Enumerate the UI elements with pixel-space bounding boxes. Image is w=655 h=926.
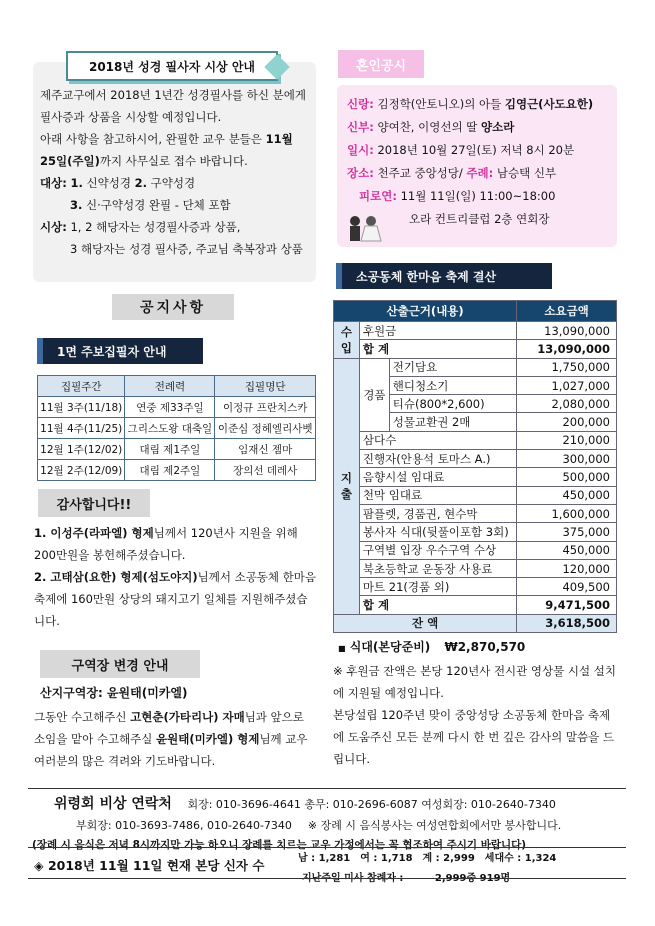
table-row: 11월 4주(11/25) 그리스도왕 대축일 이준심 정헤엘리사벳 — [38, 418, 316, 439]
table-row: 합 계 13,090,000 — [334, 340, 617, 358]
thanks-body: 1. 이성주(라파엘) 형제님께서 120년사 지원을 위해 200만원을 봉헌해주셨습니다. 2. 고태삼(요한) 형제(섬도야지)님께서 소공동체 한마음 축제에 160만원 상당의 돼지고기 일체를 지원해주셨습니다. — [34, 526, 317, 628]
table-row: 지출 경품 전기담요 1,750,000 — [334, 358, 617, 376]
table-row: 팜플렛, 경품권, 현수막 1,600,000 — [334, 504, 617, 522]
emergency-contacts: 위령회 비상 연락처 회장: 010-3696-4641 총무: 010-2696-6087 여성회장: 010-2640-7340 부회장: 010-3693-7486, 010-2640-7340 ※ 장례 시 음식봉사는 여성연합회에서만 봉사합니다. (장례 시 음식은 저녁 8시까지만 가능 하오니 장례를 치르는 교우 가정에서는 꼭 협조하여 주시기 바랍니다) — [32, 796, 562, 851]
table-row: 핸디청소기 1,027,000 — [334, 376, 617, 394]
leader-change-title: 구역장 변경 안내 — [40, 650, 200, 678]
schedule-banner: 1면 주보집필자 안내 — [37, 338, 203, 364]
table-row: 봉사자 식대(뒷풀이포함 3회) 375,000 — [334, 523, 617, 541]
table-row: 천막 임대료 450,000 — [334, 486, 617, 504]
table-row: 합 계 9,471,500 — [334, 596, 617, 614]
thanks-title: 감사합니다!! — [38, 489, 150, 517]
table-row: 12월 1주(12/02) 대림 제1주일 임재신 젬마 — [38, 439, 316, 460]
wedding-box: 신랑: 김정학(안토니오)의 아들 김영근(사도요한) 신부: 양여찬, 이영선의 딸 양소라 일시: 2018년 10월 27일(토) 저녁 8시 20분 장소: 천주교 중앙성당/ 주례: 남승택 신부 피로연: 11월 11일(일) 11:00~18:00 오라 컨트리클럽 2층 연회장 — [337, 85, 617, 247]
table-row: 티슈(800*2,600) 2,080,000 — [334, 395, 617, 413]
award-body: 제주교구에서 2018년 1년간 성경필사를 하신 분에게 필사증과 상품을 시상할 예정입니다. 아래 사항을 참고하시어, 완필한 교우 분들은 11월 25일(주일)까지 사무실로 접수 바랍니다. 대상: 1. 신약성경 2. 구약성경 3. 신·구약성경 완필 - 단체 포함 시상: 1, 2 해당자는 성경필사증과 상품, 3 해당자는 성경 필사증, 주교님 축복장과 상품 — [40, 88, 306, 256]
table-row: 마트 21(경품 외) 409,500 — [334, 578, 617, 596]
wedding-label: 혼인공시 — [338, 50, 424, 78]
leader-body: 그동안 수고해주신 고현춘(가타리나) 자매님과 앞으로 소임을 맡아 수고해주실 윤원태(미카엘) 형제님께 교우 여러분의 많은 격려와 기도바랍니다. — [34, 710, 308, 768]
meal-cost: ■ 식대(본당준비) ₩2,870,570 — [338, 640, 526, 654]
table-row: 삼다수 210,000 — [334, 431, 617, 449]
writer-schedule-table: 집필주간 전례력 집필명단 11월 3주(11/18) 연중 제33주일 이정규 프란치스카 11월 4주(11/25) 그리스도왕 대축일 이준심 정헤엘리사벳 12월 1주(12/02) 대림 제1주일 임재신 젬마 12월 2주(12/09) 대림 제2주일 장의선 데레사 — [37, 375, 316, 481]
leader-subtitle: 산지구역장: 윤원태(미카엘) — [40, 686, 188, 700]
award-title: 2018년 성경 필사자 시상 안내 — [66, 51, 278, 81]
table-row: 진행자(안용석 토마스 A.) 300,000 — [334, 450, 617, 468]
table-row: 음향시설 임대료 500,000 — [334, 468, 617, 486]
table-row: 11월 3주(11/18) 연중 제33주일 이정규 프란치스카 — [38, 397, 316, 418]
couple-figure-icon — [341, 213, 387, 243]
table-row: 잔 액 3,618,500 — [334, 614, 617, 632]
finance-notes: ※ 후원금 잔액은 본당 120년사 전시관 영상물 시설 설치에 지원될 예정입니다. 본당설립 120주년 맞이 중앙성당 소공동체 한마음 축제에 도움주신 모든 분께 다시 한 번 깊은 감사의 말씀을 드립니다. — [333, 664, 617, 766]
notice-title: 공지사항 — [112, 294, 234, 320]
table-row: 12월 2주(12/09) 대림 제2주일 장의선 데레사 — [38, 460, 316, 481]
table-row: 성물교환권 2매 200,000 — [334, 413, 617, 431]
table-row: 북초등학교 운동장 사용료 120,000 — [334, 559, 617, 577]
table-row: 구역별 입장 우수구역 수상 450,000 — [334, 541, 617, 559]
parishioner-stats: 남 : 1,281 여 : 1,718 계 : 2,999 세대수 : 1,324 지난주일 미사 참례자 : 2,999중 919명 — [298, 853, 557, 884]
parishioner-count-title: ◈ 2018년 11월 11일 현재 본당 신자 수 — [34, 858, 265, 873]
table-row: 수입 후원금 13,090,000 — [334, 322, 617, 340]
finance-banner: 소공동체 한마음 축제 결산 — [336, 263, 552, 289]
finance-table: 산출근거(내용) 소요금액 수입 후원금 13,090,000 합 계 13,090,000 지출 경품 전기담요 1,750,000 핸디청소기 1,027,000 티슈(800*2,600) 2,080,000 성물교환권 2매 200,000 삼다수 210,000 진행자(안용석 토마스 A.) 300,000 음향시설 임대료 500,000 천막 임대료 450,000 팜플렛, 경품권, 현수막 1,600,000 봉사자 식대(뒷풀이포함 3회) 375,000 구역별 입장 우수구역 수상 450,000 북초등학교 운동장 사용료 120,000 마트 21(경품 외) 409,500 합 계 9,471,500 잔 액 3,618,500 — [333, 300, 617, 633]
